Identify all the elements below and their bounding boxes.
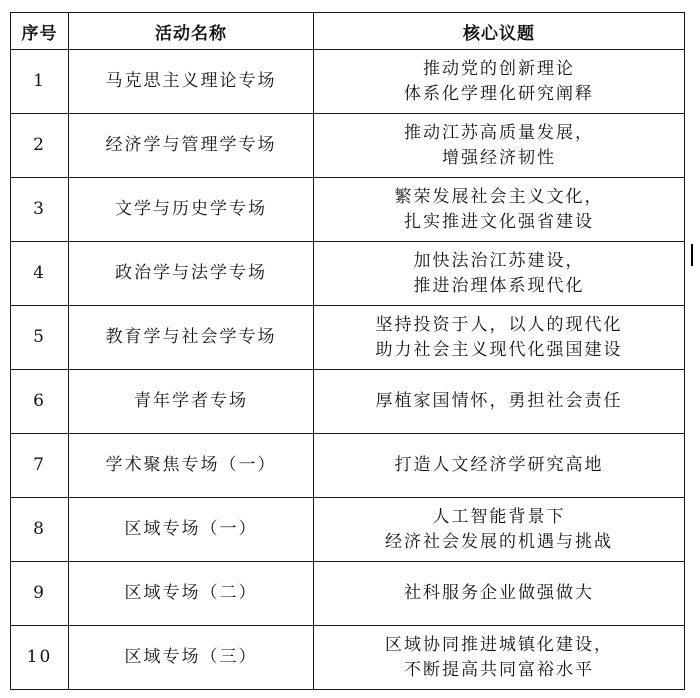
core-topic-line: 区域协同推进城镇化建设， xyxy=(385,634,613,655)
header-core-topic: 核心议题 xyxy=(314,13,685,50)
core-topic xyxy=(314,50,685,114)
core-topic xyxy=(314,562,685,626)
core-topic-line: 推动党的创新理论 xyxy=(423,58,575,79)
core-topic-line: 经济社会发展的机遇与挑战 xyxy=(385,531,613,552)
activity-name: 区域专场（一） xyxy=(69,498,314,562)
core-topic-line: 助力社会主义现代化强国建设 xyxy=(375,339,623,360)
row-number: 5 xyxy=(11,306,69,370)
activity-name: 区域专场（二） xyxy=(69,562,314,626)
activity-name: 学术聚焦专场（一） xyxy=(69,434,314,498)
core-topic xyxy=(314,370,685,434)
core-topic xyxy=(314,242,685,306)
core-topic-line: 推进治理体系现代化 xyxy=(413,275,585,296)
activity-name: 马克思主义理论专场 xyxy=(69,50,314,114)
activity-name: 教育学与社会学专场 xyxy=(69,306,314,370)
header-activity-name: 活动名称 xyxy=(69,13,314,50)
core-topic xyxy=(314,178,685,242)
core-topic xyxy=(314,498,685,562)
core-topic-line: 坚持投资于人，以人的现代化 xyxy=(375,314,623,335)
table-row xyxy=(11,434,685,498)
core-topic-line: 增强经济韧性 xyxy=(442,147,556,168)
row-number: 6 xyxy=(11,370,69,434)
core-topic-line: 不断提高共同富裕水平 xyxy=(404,659,594,680)
activity-name: 政治学与法学专场 xyxy=(69,242,314,306)
table-row xyxy=(11,50,685,114)
row-number: 4 xyxy=(11,242,69,306)
core-topic-line: 打造人文经济学研究高地 xyxy=(394,455,604,475)
table-row xyxy=(11,626,685,690)
core-topic-line: 社科服务企业做强做大 xyxy=(404,583,594,603)
table-body xyxy=(11,50,685,690)
table-row xyxy=(11,370,685,434)
table-header-row xyxy=(11,13,685,50)
header-number: 序号 xyxy=(11,13,69,50)
core-topic-line: 推动江苏高质量发展， xyxy=(404,122,594,143)
activity-name: 区域专场（三） xyxy=(69,626,314,690)
table-row xyxy=(11,178,685,242)
table-row xyxy=(11,498,685,562)
table-row xyxy=(11,114,685,178)
row-number: 3 xyxy=(11,178,69,242)
table-row xyxy=(11,306,685,370)
activity-name: 文学与历史学专场 xyxy=(69,178,314,242)
core-topic-line: 人工智能背景下 xyxy=(432,506,566,527)
core-topic xyxy=(314,434,685,498)
core-topic xyxy=(314,306,685,370)
text-cursor-mark xyxy=(691,244,693,266)
table-row xyxy=(11,242,685,306)
core-topic-line: 厚植家国情怀，勇担社会责任 xyxy=(375,391,623,411)
row-number: 2 xyxy=(11,114,69,178)
activity-schedule-table xyxy=(10,12,685,690)
row-number: 1 xyxy=(11,50,69,114)
core-topic xyxy=(314,114,685,178)
activity-name: 青年学者专场 xyxy=(69,370,314,434)
core-topic xyxy=(314,626,685,690)
core-topic-line: 体系化学理化研究阐释 xyxy=(404,83,594,104)
table-row xyxy=(11,562,685,626)
row-number: 7 xyxy=(11,434,69,498)
core-topic-line: 扎实推进文化强省建设 xyxy=(404,211,594,232)
core-topic-line: 加快法治江苏建设， xyxy=(413,250,585,271)
row-number: 9 xyxy=(11,562,69,626)
row-number: 10 xyxy=(11,626,69,690)
core-topic-line: 繁荣发展社会主义文化， xyxy=(394,186,604,207)
row-number: 8 xyxy=(11,498,69,562)
activity-name: 经济学与管理学专场 xyxy=(69,114,314,178)
